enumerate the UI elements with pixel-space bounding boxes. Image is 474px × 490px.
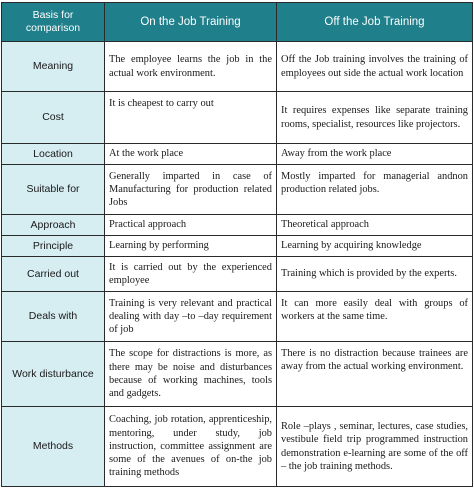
row-basis-label: Cost [2,92,105,144]
row-basis-label: Approach [2,215,105,236]
row-basis-label: Meaning [2,42,105,92]
header-basis-for-comparison [2,3,105,42]
header-on-the-job: On the Job Training [105,3,277,42]
off-job-cell: It can more easily deal with groups of workers at the same time. [277,292,473,342]
table-row [2,144,473,165]
table-row [2,292,473,342]
on-job-cell: Practical approach [105,215,277,236]
off-job-cell: Mostly imparted for managerial andnon production related jobs. [277,165,473,215]
header-off-the-job: Off the Job Training [277,3,473,42]
off-job-cell: Learning by acquiring knowledge [277,236,473,257]
row-basis-label: Principle [2,236,105,257]
row-basis-label: Methods [2,407,105,487]
header-basis-line2: comparison [25,22,81,34]
row-basis-label: Location [2,144,105,165]
header-basis-line1: Basis for [32,9,74,21]
off-job-cell: Training which is provided by the experts. [277,257,473,292]
row-basis-label: Deals with [2,292,105,342]
row-basis-label: Work disturbance [2,342,105,407]
comparison-table [1,2,473,487]
table-row [2,236,473,257]
on-job-cell: The scope for distractions is more, as there may be noise and disturbances because of working machines, tools and gadgets. [105,342,277,407]
on-job-cell: Learning by performing [105,236,277,257]
table-row [2,42,473,92]
row-basis-label: Suitable for [2,165,105,215]
off-job-cell: There is no distraction because trainees are away from the actual working environment. [277,342,473,407]
on-job-cell: At the work place [105,144,277,165]
table-row [2,165,473,215]
on-job-cell: Generally imparted in case of Manufacturing for production related Jobs [105,165,277,215]
on-job-cell: The employee learns the job in the actual work environment. [105,42,277,92]
on-job-cell: It is carried out by the experienced employee [105,257,277,292]
on-job-cell: Coaching, job rotation, apprenticeship, mentoring, under study, job instruction, committee assignment are some of the avenues of on-the job training methods [105,407,277,487]
table-row [2,342,473,407]
on-job-cell: Training is very relevant and practical dealing with day –to –day requirement of job [105,292,277,342]
off-job-cell: It requires expenses like separate training rooms, specialist, resources like projectors. [277,92,473,144]
table-row [2,257,473,292]
off-job-cell: Away from the work place [277,144,473,165]
off-job-cell: Off the Job training involves the training of employees out side the actual work location [277,42,473,92]
off-job-cell: Theoretical approach [277,215,473,236]
off-job-cell: Role –plays , seminar, lectures, case studies, vestibule field trip programmed instruction demonstration e-learning are some of the off – the job training methods. [277,407,473,487]
header-row [2,3,473,42]
table-row [2,92,473,144]
table-row [2,215,473,236]
on-job-cell: It is cheapest to carry out [105,92,277,144]
row-basis-label: Carried out [2,257,105,292]
table-row [2,407,473,487]
